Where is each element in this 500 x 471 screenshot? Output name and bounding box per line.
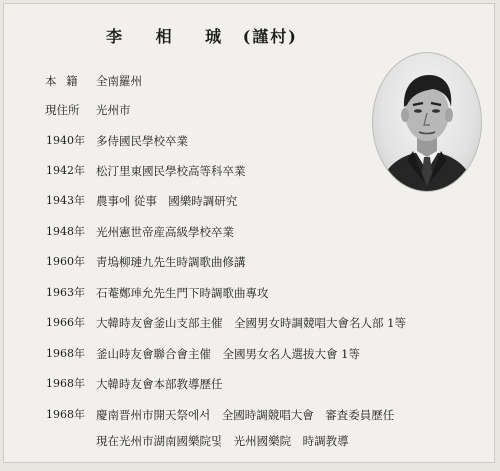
biography-page: [3, 3, 495, 463]
portrait-icon: [373, 53, 481, 191]
info-value: 全南羅州: [96, 74, 142, 88]
history-year: 1968年: [46, 377, 85, 390]
person-title: [106, 24, 298, 47]
info-value: 光州市: [96, 103, 131, 117]
history-text: 慶南晋州市開天祭에서 全國時調競唱大會 審査委員歷任: [96, 408, 395, 422]
history-text: 大韓時友會釜山支部主催 全國男女時調競唱大會名人部 1等: [96, 316, 406, 330]
info-label: 本 籍: [45, 74, 81, 88]
history-text: 釜山時友會聯合會主催 全國男女名人選拔大會 1等: [96, 347, 360, 361]
history-year: 1942年: [46, 164, 85, 177]
history-text: 現在光州市湖南國樂院및 光州國樂院 時調教導: [96, 434, 349, 448]
person-name: 李 相 珹: [106, 27, 236, 46]
portrait-photo: [372, 52, 482, 192]
history-year: 1960年: [46, 255, 85, 268]
history-year: 1963年: [46, 286, 85, 299]
pen-name: (謹村): [242, 27, 298, 46]
history-text: 光州憲世帝産高級學校卒業: [96, 225, 234, 239]
history-year: 1940年: [46, 134, 85, 147]
history-text: 松汀里東國民學校高等科卒業: [96, 164, 246, 178]
history-year: 1968年: [46, 408, 85, 421]
history-text: 靑塢柳璉九先生時調歌曲修講: [96, 255, 246, 269]
info-label: 現住所: [45, 103, 80, 117]
history-text: 農事에 從事 國樂時調研究: [96, 194, 238, 208]
history-text: 大韓時友會本部教導歷任: [96, 377, 223, 391]
history-year: 1968年: [46, 347, 85, 360]
history-text: 多侍國民學校卒業: [96, 134, 188, 148]
history-year: 1943年: [46, 194, 85, 207]
history-text: 石菴鄭𤥭允先生門下時調歌曲專攻: [96, 286, 269, 300]
history-year: 1948年: [46, 225, 85, 238]
history-year: 1966年: [46, 316, 85, 329]
